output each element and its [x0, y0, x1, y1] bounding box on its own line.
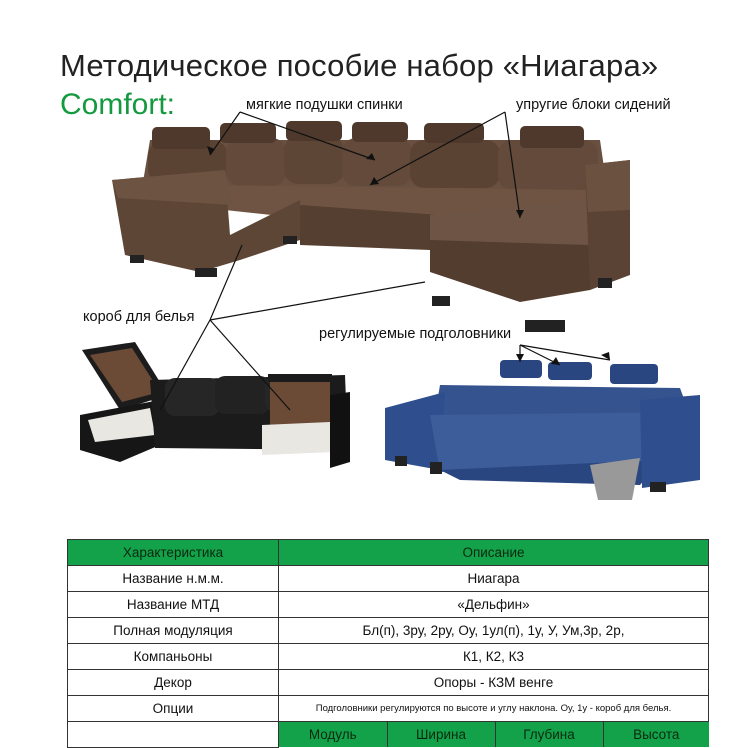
row-value: Бл(п), 3ру, 2ру, Оу, 1ул(п), 1у, У, Ум,3р, 2р,: [279, 618, 709, 644]
headrest: [520, 126, 584, 148]
back-cushion: [342, 138, 412, 186]
header-characteristic: Характеристика: [68, 540, 279, 566]
row-label: Опции: [68, 696, 279, 722]
row-label: Декор: [68, 670, 279, 696]
back-cushion: [410, 140, 500, 188]
row-value: Ниагара: [279, 566, 709, 592]
row-label: Компаньоны: [68, 644, 279, 670]
table-header-row: [68, 540, 709, 566]
table-row: [68, 566, 709, 592]
row-value: Подголовники регулируются по высоте и углу наклона. Оу, 1у - короб для белья.: [279, 696, 709, 722]
header-width: Ширина: [387, 722, 495, 747]
headrest: [220, 123, 276, 143]
callout-soft-cushions: мягкие подушки спинки: [246, 97, 403, 113]
row-label: Полная модуляция: [68, 618, 279, 644]
header-height: Высота: [603, 722, 709, 747]
row-value: К1, К2, К3: [279, 644, 709, 670]
callout-headrests: регулируемые подголовники: [319, 326, 512, 342]
headrest: [352, 122, 408, 142]
table-row: [68, 644, 709, 670]
spec-table: [67, 539, 709, 748]
blue-sofa-image: [385, 360, 700, 500]
page-subtitle: Comfort:: [60, 88, 176, 121]
page-title: Методическое пособие набор «Ниагара»: [60, 48, 659, 83]
header-description: Описание: [279, 540, 709, 566]
table-row: [68, 696, 709, 722]
row-label: Название н.м.м.: [68, 566, 279, 592]
brown-sofa-image: [112, 121, 630, 332]
table-row: [68, 592, 709, 618]
header-module: Модуль: [279, 722, 387, 747]
table-row: [68, 670, 709, 696]
callout-storage-box: короб для белья: [83, 309, 195, 325]
callout-seat-blocks: упругие блоки сидений: [516, 97, 671, 113]
headrest: [152, 127, 210, 149]
header-depth: Глубина: [495, 722, 603, 747]
black-sofa-image: [80, 342, 350, 468]
row-value: «Дельфин»: [279, 592, 709, 618]
back-cushion: [226, 138, 286, 186]
row-value: Опоры - КЗМ венге: [279, 670, 709, 696]
table-row: [68, 618, 709, 644]
back-cushion: [284, 136, 344, 184]
row-label: Название МТД: [68, 592, 279, 618]
